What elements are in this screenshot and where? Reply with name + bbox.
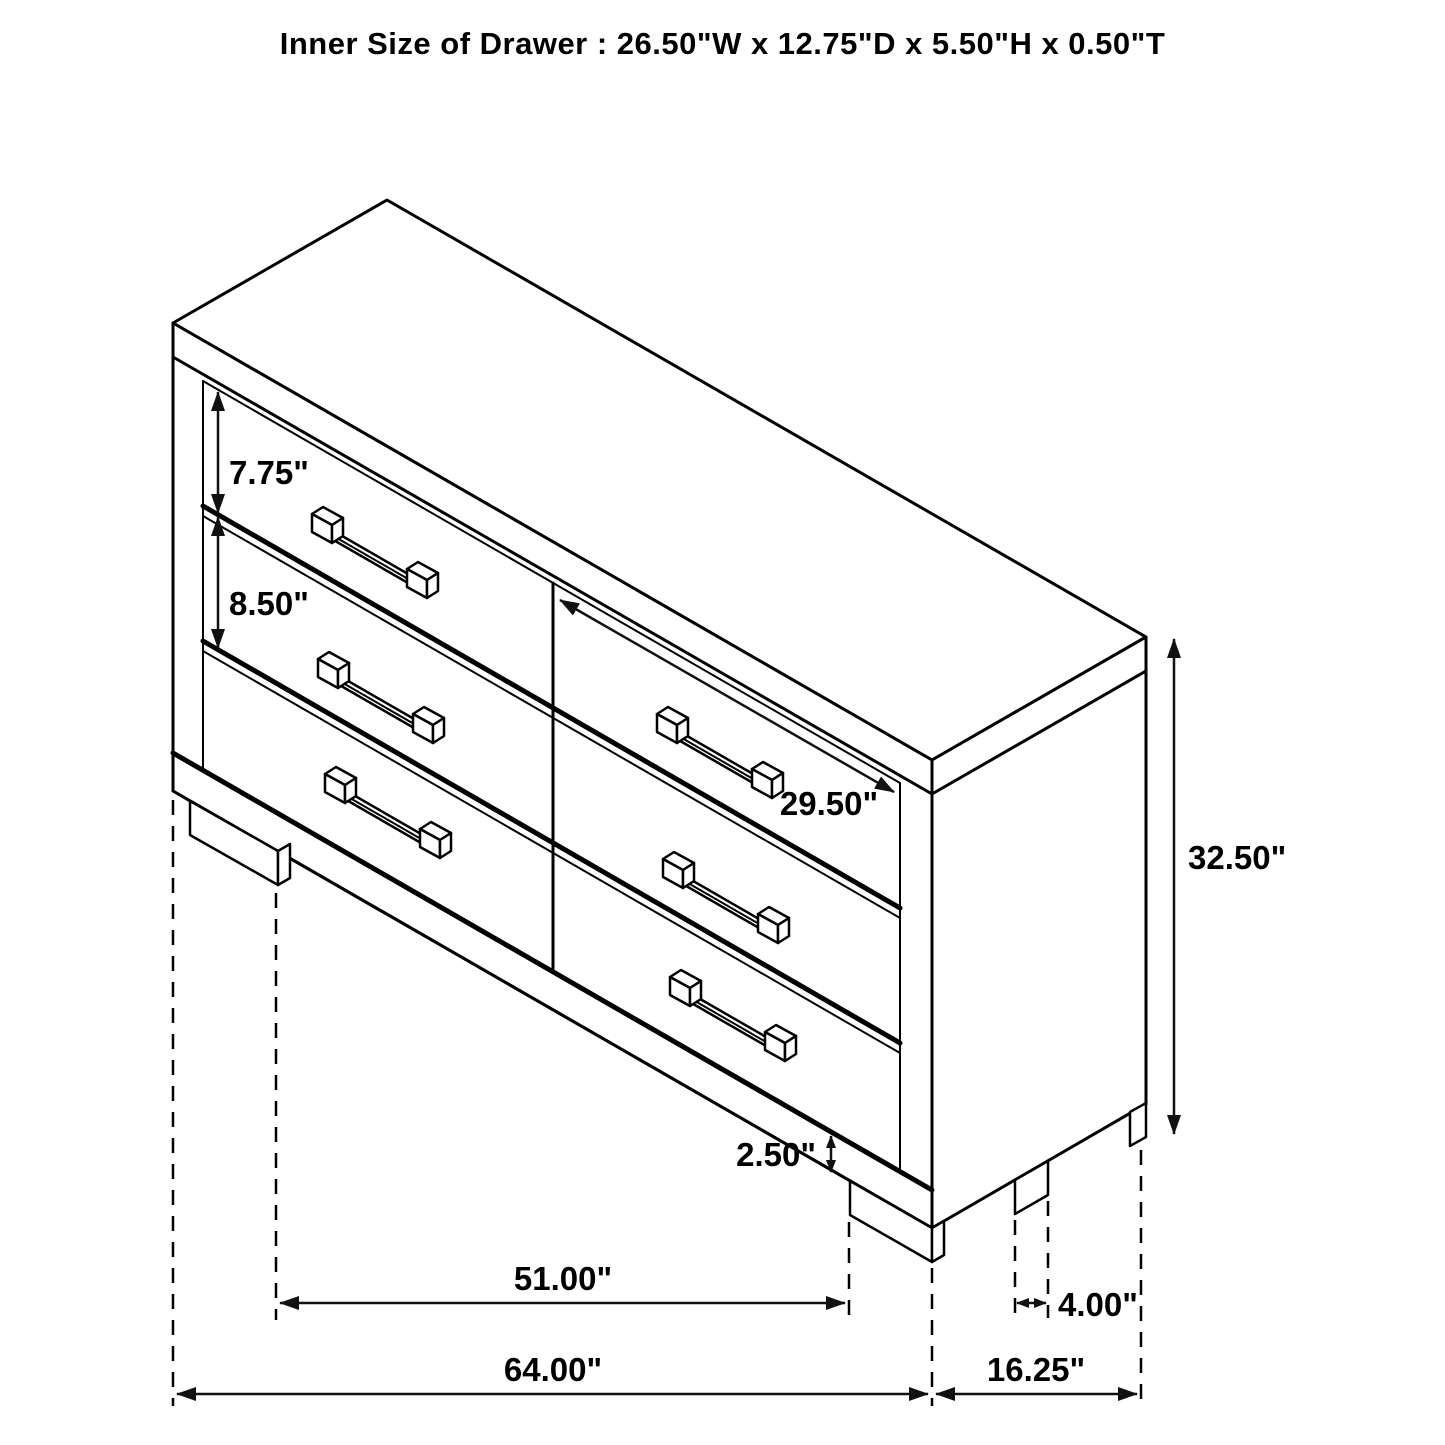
back-corner-foot	[1130, 1103, 1146, 1146]
dim-label-top-drawer-height: 7.75"	[229, 454, 309, 491]
diagram-title: Inner Size of Drawer : 26.50"W x 12.75"D x 5.50"H x 0.50"T	[279, 26, 1166, 61]
dim-label-middle-drawer-height: 8.50"	[229, 585, 309, 622]
dim-label-overall-height: 32.50"	[1188, 839, 1287, 876]
dim-label-overall-depth: 16.25"	[986, 1351, 1086, 1388]
dim-overall-width	[177, 1351, 928, 1394]
dim-label-overall-width: 64.00"	[503, 1351, 603, 1388]
dim-label-foot-width: 4.00"	[1058, 1286, 1138, 1323]
dim-label-front-feet-inner-span: 51.00"	[513, 1260, 613, 1297]
dim-foot-width	[1017, 1286, 1138, 1323]
dim-label-base-rail-height: 2.50"	[736, 1136, 816, 1173]
dim-overall-depth	[936, 1351, 1137, 1394]
dresser-drawing	[173, 200, 1146, 1262]
dim-overall-height	[1174, 639, 1286, 1134]
dim-front-feet-inner-span	[280, 1260, 845, 1303]
dim-label-right-drawer-width: 29.50"	[779, 785, 879, 822]
